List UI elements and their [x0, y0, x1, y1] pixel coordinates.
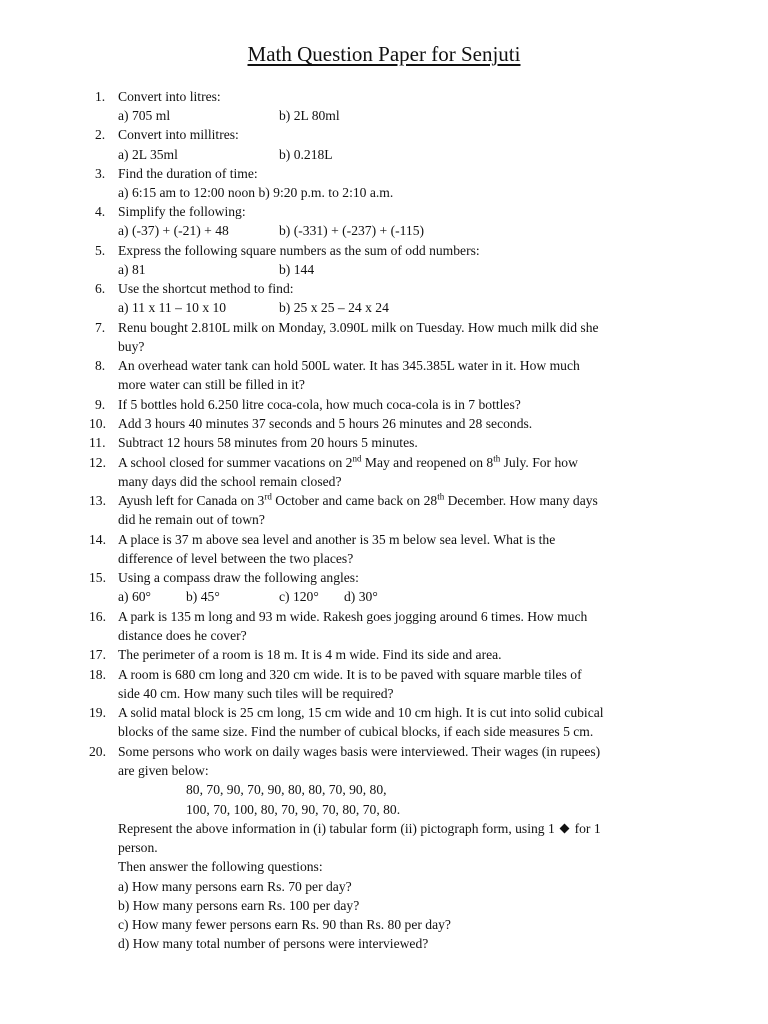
question-number: 12. — [89, 455, 106, 470]
question-number: 4. — [95, 204, 106, 219]
question-text: difference of level between the two places? — [118, 551, 354, 566]
question-number: 20. — [89, 744, 106, 759]
question-number: 17. — [89, 647, 106, 662]
question-text: more water can still be filled in it? — [118, 377, 305, 392]
option-b: b) 144 — [279, 262, 315, 277]
diamond-icon — [560, 824, 570, 834]
option-b: b) (-331) + (-237) + (-115) — [279, 223, 425, 238]
sub-question: c) How many fewer persons earn Rs. 90 than Rs. 80 per day? — [118, 917, 451, 932]
wages-list: 100, 70, 100, 80, 70, 90, 70, 80, 70, 80. — [186, 802, 401, 817]
question-number: 5. — [95, 243, 106, 258]
question-text: distance does he cover? — [118, 628, 247, 643]
option-d: d) 30° — [344, 589, 378, 604]
question-number: 6. — [95, 281, 106, 296]
question-text: Using a compass draw the following angles: — [118, 570, 359, 585]
question-number: 16. — [89, 609, 106, 624]
question-text: person. — [118, 840, 158, 855]
question-number: 18. — [89, 667, 106, 682]
question-text: Some persons who work on daily wages basis were interviewed. Their wages (in rupees) — [118, 744, 601, 759]
question-text: A place is 37 m above sea level and another is 35 m below sea level. What is the — [118, 532, 556, 547]
question-text: A solid matal block is 25 cm long, 15 cm wide and 10 cm high. It is cut into solid cubical — [118, 705, 604, 720]
question-number: 2. — [95, 127, 106, 142]
option-b: b) 25 x 25 – 24 x 24 — [279, 300, 389, 315]
option-b: b) 2L 80ml — [279, 108, 340, 123]
question-text: Renu bought 2.810L milk on Monday, 3.090L milk on Tuesday. How much milk did she — [118, 320, 599, 335]
question-text: buy? — [118, 339, 145, 354]
question-number: 10. — [89, 416, 106, 431]
question-text: are given below: — [118, 763, 209, 778]
option-a: a) 2L 35ml — [118, 147, 178, 162]
question-text: Convert into millitres: — [118, 127, 239, 142]
question-number: 14. — [89, 532, 106, 547]
question-text: The perimeter of a room is 18 m. It is 4 m wide. Find its side and area. — [118, 647, 502, 662]
question-text: Add 3 hours 40 minutes 37 seconds and 5 hours 26 minutes and 28 seconds. — [118, 416, 533, 431]
question-number: 1. — [95, 89, 106, 104]
question-number: 9. — [95, 397, 106, 412]
sub-question: b) How many persons earn Rs. 100 per day? — [118, 898, 360, 913]
question-number: 7. — [95, 320, 106, 335]
option-a: a) 6:15 am to 12:00 noon b) 9:20 p.m. to 2:10 a.m. — [118, 185, 394, 200]
question-text: Use the shortcut method to find: — [118, 281, 294, 296]
question-number: 13. — [89, 493, 106, 508]
option-b: b) 0.218L — [279, 147, 333, 162]
question-text: A room is 680 cm long and 320 cm wide. It is to be paved with square marble tiles of — [118, 667, 582, 682]
question-text: An overhead water tank can hold 500L water. It has 345.385L water in it. How much — [118, 358, 580, 373]
question-text: Express the following square numbers as the sum of odd numbers: — [118, 243, 480, 258]
question-text: A school closed for summer vacations on 2nd May and reopened on 8th July. For how — [118, 453, 578, 470]
question-number: 15. — [89, 570, 106, 585]
question-text: If 5 bottles hold 6.250 litre coca-cola, how much coca-cola is in 7 bottles? — [118, 397, 521, 412]
option-a: a) 705 ml — [118, 108, 171, 123]
question-text: did he remain out of town? — [118, 512, 265, 527]
question-text: Find the duration of time: — [118, 166, 258, 181]
question-number: 3. — [95, 166, 106, 181]
option-c: c) 120° — [279, 589, 319, 604]
page-title: Math Question Paper for Senjuti — [247, 42, 521, 66]
option-a: a) 60° — [118, 589, 151, 604]
question-text: Ayush left for Canada on 3rd October and came back on 28th December. How many days — [118, 491, 598, 508]
question-text: Subtract 12 hours 58 minutes from 20 hours 5 minutes. — [118, 435, 418, 450]
question-text: Then answer the following questions: — [118, 859, 323, 874]
option-a: a) (-37) + (-21) + 48 — [118, 223, 229, 238]
question-number: 19. — [89, 705, 106, 720]
option-a: a) 81 — [118, 262, 146, 277]
question-text: Simplify the following: — [118, 204, 246, 219]
option-a: a) 11 x 11 – 10 x 10 — [118, 300, 227, 315]
question-number: 8. — [95, 358, 106, 373]
question-text: many days did the school remain closed? — [118, 474, 342, 489]
question-text: Represent the above information in (i) tabular form (ii) pictograph form, using 1 for 1 — [118, 821, 601, 836]
question-text: blocks of the same size. Find the number of cubical blocks, if each side measures 5 cm. — [118, 724, 594, 739]
wages-list: 80, 70, 90, 70, 90, 80, 80, 70, 90, 80, — [186, 782, 387, 797]
sub-question: a) How many persons earn Rs. 70 per day? — [118, 879, 352, 894]
question-number: 11. — [89, 435, 106, 450]
sub-question: d) How many total number of persons were interviewed? — [118, 936, 429, 951]
question-text: A park is 135 m long and 93 m wide. Rakesh goes jogging around 6 times. How much — [118, 609, 588, 624]
option-b: b) 45° — [186, 589, 220, 604]
question-text: Convert into litres: — [118, 89, 221, 104]
question-text: side 40 cm. How many such tiles will be required? — [118, 686, 394, 701]
